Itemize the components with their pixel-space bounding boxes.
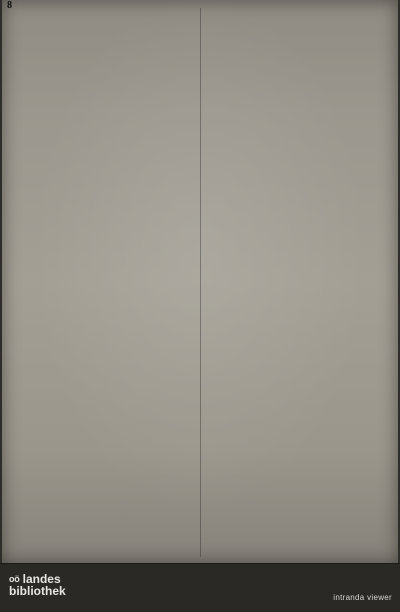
logo-line-1: landes (22, 572, 61, 586)
landesbibliothek-logo[interactable] (9, 573, 66, 597)
logo-prefix: oö (9, 574, 20, 584)
right-column (207, 6, 391, 559)
scanned-page (2, 0, 398, 563)
page-number: 8 (7, 0, 12, 11)
left-column (8, 6, 192, 559)
viewer-credit: intranda viewer (333, 593, 392, 602)
column-divider (200, 8, 201, 557)
logo-line-2: bibliothek (9, 584, 66, 598)
